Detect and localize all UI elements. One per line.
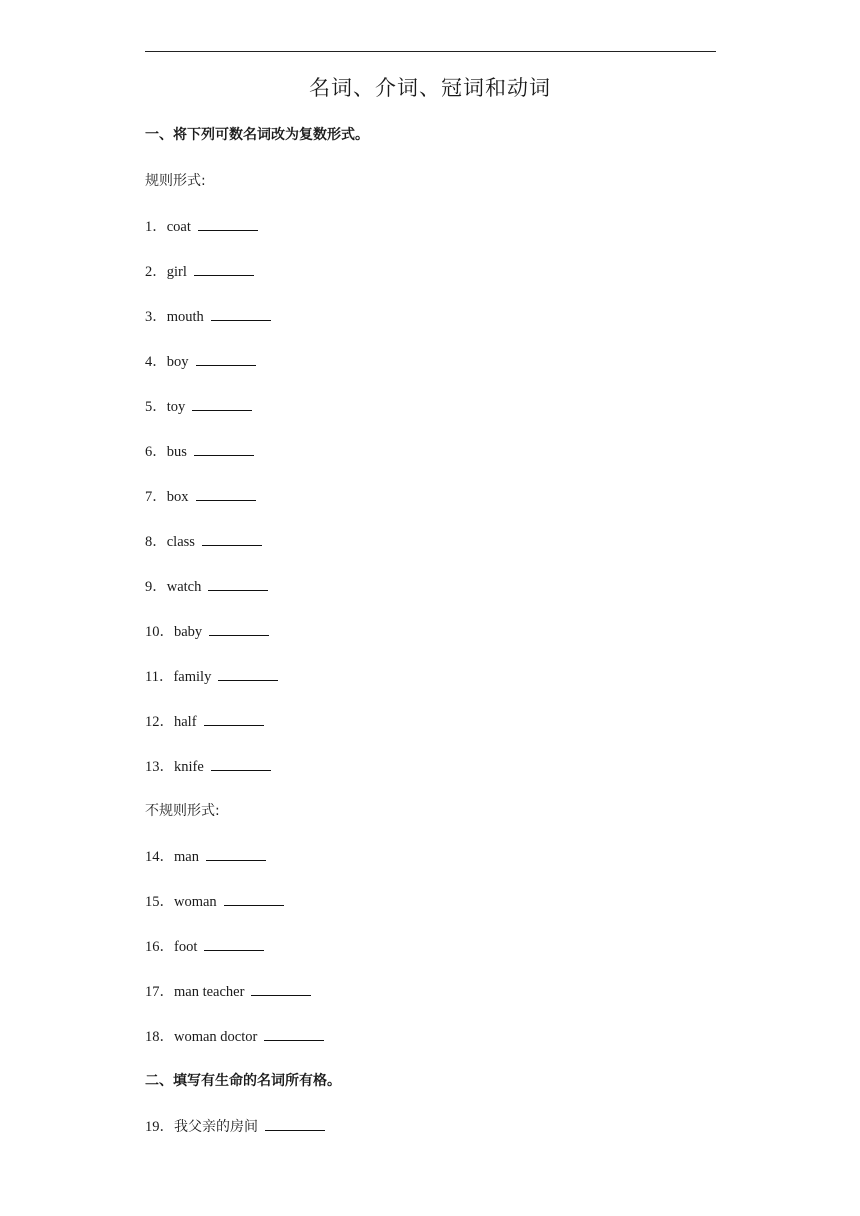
answer-blank[interactable]	[206, 848, 266, 861]
item-word: mouth	[166, 309, 204, 325]
item-word: baby	[174, 624, 203, 640]
exercise-item	[145, 890, 284, 911]
item-word: box	[166, 489, 189, 505]
answer-blank[interactable]	[204, 938, 264, 951]
exercise-item	[145, 1115, 325, 1136]
exercise-item	[145, 575, 268, 596]
exercise-item	[145, 980, 311, 1001]
item-number: 14．	[145, 849, 174, 865]
item-number: 19．	[145, 1119, 174, 1135]
exercise-item	[145, 755, 271, 776]
exercise-item	[145, 935, 264, 956]
item-number: 18．	[145, 1029, 174, 1045]
item-word: man	[174, 849, 199, 865]
answer-blank[interactable]	[196, 353, 256, 366]
exercise-item	[145, 440, 254, 461]
item-number: 9．	[145, 579, 167, 595]
item-number: 8．	[145, 534, 167, 550]
item-word: watch	[166, 579, 202, 595]
item-number: 2．	[145, 264, 167, 280]
exercise-item	[145, 260, 254, 281]
item-word: toy	[166, 399, 186, 415]
answer-blank[interactable]	[211, 308, 271, 321]
item-word: knife	[174, 759, 204, 775]
exercise-item	[145, 215, 258, 236]
answer-blank[interactable]	[218, 668, 278, 681]
item-word: family	[173, 669, 212, 685]
answer-blank[interactable]	[224, 893, 284, 906]
exercise-item	[145, 620, 269, 641]
answer-blank[interactable]	[194, 263, 254, 276]
exercise-item	[145, 845, 266, 866]
item-word: man teacher	[174, 984, 245, 1000]
answer-blank[interactable]	[208, 578, 268, 591]
answer-blank[interactable]	[192, 398, 252, 411]
item-word: bus	[166, 444, 187, 460]
exercise-item	[145, 530, 262, 551]
answer-blank[interactable]	[211, 758, 271, 771]
section-heading-2: 二、填写有生命的名词所有格。	[145, 1073, 341, 1089]
item-number: 16．	[145, 939, 174, 955]
item-number: 10．	[145, 624, 174, 640]
item-word: girl	[166, 264, 187, 280]
item-number: 7．	[145, 489, 167, 505]
exercise-item	[145, 350, 256, 371]
answer-blank[interactable]	[264, 1028, 324, 1041]
item-number: 13．	[145, 759, 174, 775]
exercise-item	[145, 1025, 324, 1046]
answer-blank[interactable]	[265, 1118, 325, 1131]
answer-blank[interactable]	[202, 533, 262, 546]
header-rule	[145, 51, 716, 52]
answer-blank[interactable]	[196, 488, 256, 501]
answer-blank[interactable]	[209, 623, 269, 636]
item-word: woman doctor	[174, 1029, 258, 1045]
item-number: 12．	[145, 714, 174, 730]
item-word: 我父亲的房间	[174, 1119, 258, 1135]
item-number: 17．	[145, 984, 174, 1000]
item-word: coat	[166, 219, 191, 235]
item-word: foot	[174, 939, 198, 955]
item-word: half	[174, 714, 197, 730]
answer-blank[interactable]	[198, 218, 258, 231]
answer-blank[interactable]	[204, 713, 264, 726]
item-number: 5．	[145, 399, 167, 415]
exercise-item	[145, 710, 264, 731]
irregular-form-label: 不规则形式:	[145, 803, 220, 819]
item-number: 15．	[145, 894, 174, 910]
regular-form-label: 规则形式:	[145, 173, 206, 189]
item-number: 6．	[145, 444, 167, 460]
answer-blank[interactable]	[194, 443, 254, 456]
page-title: 名词、介词、冠词和动词	[309, 76, 551, 100]
section-heading-1: 一、将下列可数名词改为复数形式。	[145, 127, 369, 143]
item-number: 4．	[145, 354, 167, 370]
item-number: 3．	[145, 309, 167, 325]
item-number: 1．	[145, 219, 167, 235]
item-number: 11．	[145, 669, 174, 685]
exercise-item	[145, 485, 256, 506]
item-word: class	[166, 534, 195, 550]
item-word: boy	[166, 354, 189, 370]
item-word: woman	[174, 894, 217, 910]
answer-blank[interactable]	[251, 983, 311, 996]
exercise-item	[145, 305, 271, 326]
exercise-item	[145, 395, 252, 416]
exercise-item	[145, 665, 278, 686]
